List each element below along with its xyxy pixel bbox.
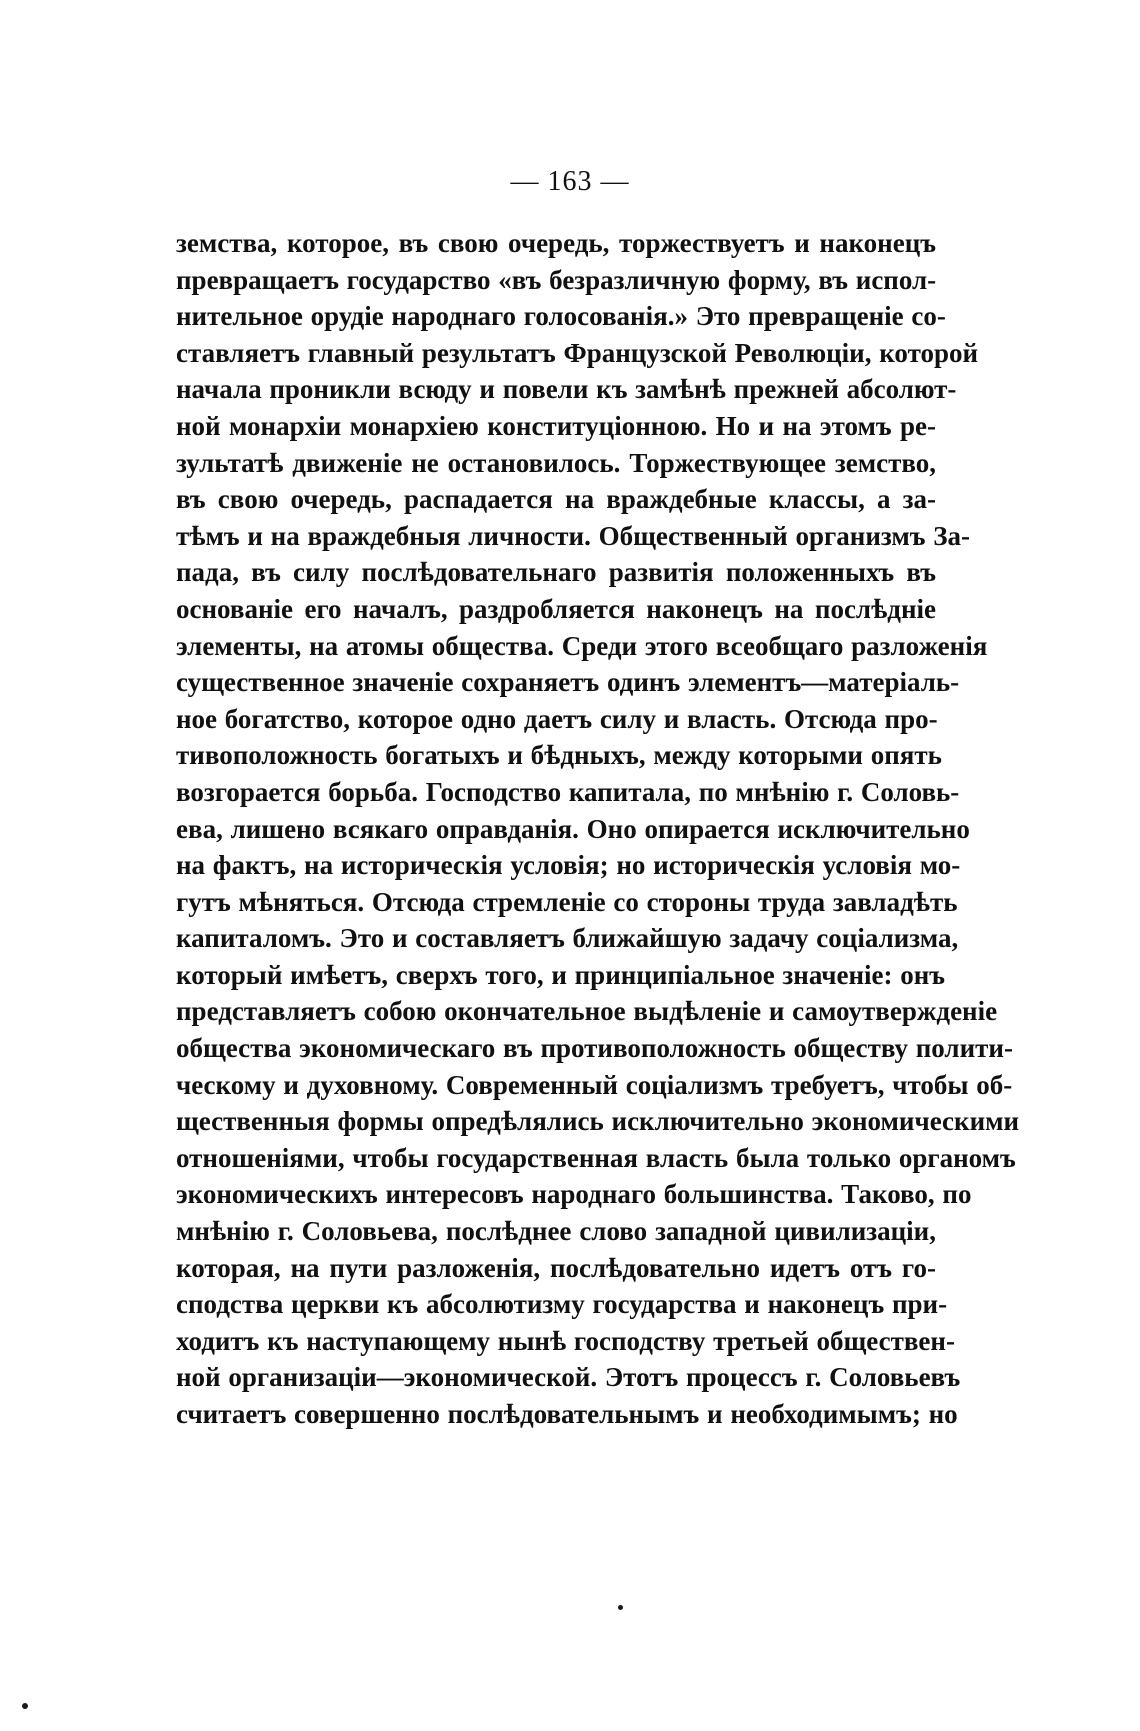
text-line: капиталомъ. Это и составляетъ ближайшую задачу соціализма, [176, 923, 959, 954]
text-line: мнѣнію г. Соловьева, послѣднее слово западной цивилизаціи, [176, 1216, 936, 1247]
text-line: ставляетъ главный результатъ Французской Революціи, которой [176, 337, 979, 368]
text-line: нительное орудіе народнаго голосованія.» Это превращеніе со- [176, 301, 946, 332]
text-line: пада, въ силу послѣдовательнаго развитія положенныхъ въ [176, 557, 936, 588]
scan-speck [618, 1605, 623, 1610]
text-line: считаетъ совершенно послѣдовательнымъ и необходимымъ; но [176, 1399, 958, 1429]
text-line: на фактъ, на историческія условія; но историческія условія мо- [176, 850, 961, 881]
text-line: которая, на пути разложенія, послѣдовательно идетъ отъ го- [176, 1252, 936, 1283]
text-line: тивоположность богатыхъ и бѣдныхъ, между которыми опять [176, 740, 942, 771]
text-line: щественныя формы опредѣлялись исключительно экономическими [176, 1106, 1020, 1137]
text-line: который имѣетъ, сверхъ того, и принципіальное значеніе: онъ [176, 959, 946, 990]
text-line: ходитъ къ наступающему нынѣ господству третьей обществен- [176, 1325, 955, 1356]
text-line: ной организаціи—экономической. Этотъ процессъ г. Соловьевъ [176, 1362, 961, 1393]
text-line: зультатѣ движеніе не остановилось. Торжествующее земство, [176, 447, 936, 478]
text-line: начала проникли всюду и повели къ замѣнѣ прежней абсолют- [176, 374, 957, 405]
text-line: гутъ мѣняться. Отсюда стремленіе со стороны труда завладѣть [176, 886, 958, 917]
scan-speck [22, 1703, 28, 1709]
text-line: ева, лишено всякаго оправданія. Оно опирается исключительно [176, 813, 970, 844]
text-line: ной монархіи монархіею конституціонною. Но и на этомъ ре- [176, 410, 936, 441]
text-line: экономическихъ интересовъ народнаго большинства. Таково, по [176, 1179, 972, 1210]
body-text [176, 225, 1020, 1433]
text-line: общества экономическаго въ противоположность обществу полити- [176, 1033, 1013, 1064]
page-number: — 163 — [510, 166, 630, 197]
text-line: тѣмъ и на враждебныя личности. Общественный организмъ За- [176, 520, 970, 551]
text-line: сподства церкви къ абсолютизму государства и наконецъ при- [176, 1289, 948, 1320]
text-line: основаніе его началъ, раздробляется наконецъ на послѣдніе [176, 593, 936, 624]
text-line: существенное значеніе сохраняетъ одинъ элементъ—матеріаль- [176, 667, 960, 698]
text-line: превращаетъ государство «въ безразличную форму, въ испол- [176, 264, 937, 295]
text-line: элементы, на атомы общества. Среди этого всеобщаго разложенія [176, 630, 988, 661]
text-line: отношеніями, чтобы государственная власть была только органомъ [176, 1142, 1016, 1173]
text-line: ное богатство, которое одно даетъ силу и власть. Отсюда про- [176, 703, 938, 734]
text-line: возгорается борьба. Господство капитала, по мнѣнію г. Соловь- [176, 776, 960, 807]
text-line: въ свою очередь, распадается на враждебные классы, а за- [176, 484, 936, 515]
text-line: представляетъ собою окончательное выдѣленіе и самоутвержденіе [176, 996, 998, 1027]
text-line: ческому и духовному. Современный соціализмъ требуетъ, чтобы об- [176, 1069, 1013, 1100]
text-line: земства, которое, въ свою очередь, торжествуетъ и наконецъ [176, 228, 936, 258]
